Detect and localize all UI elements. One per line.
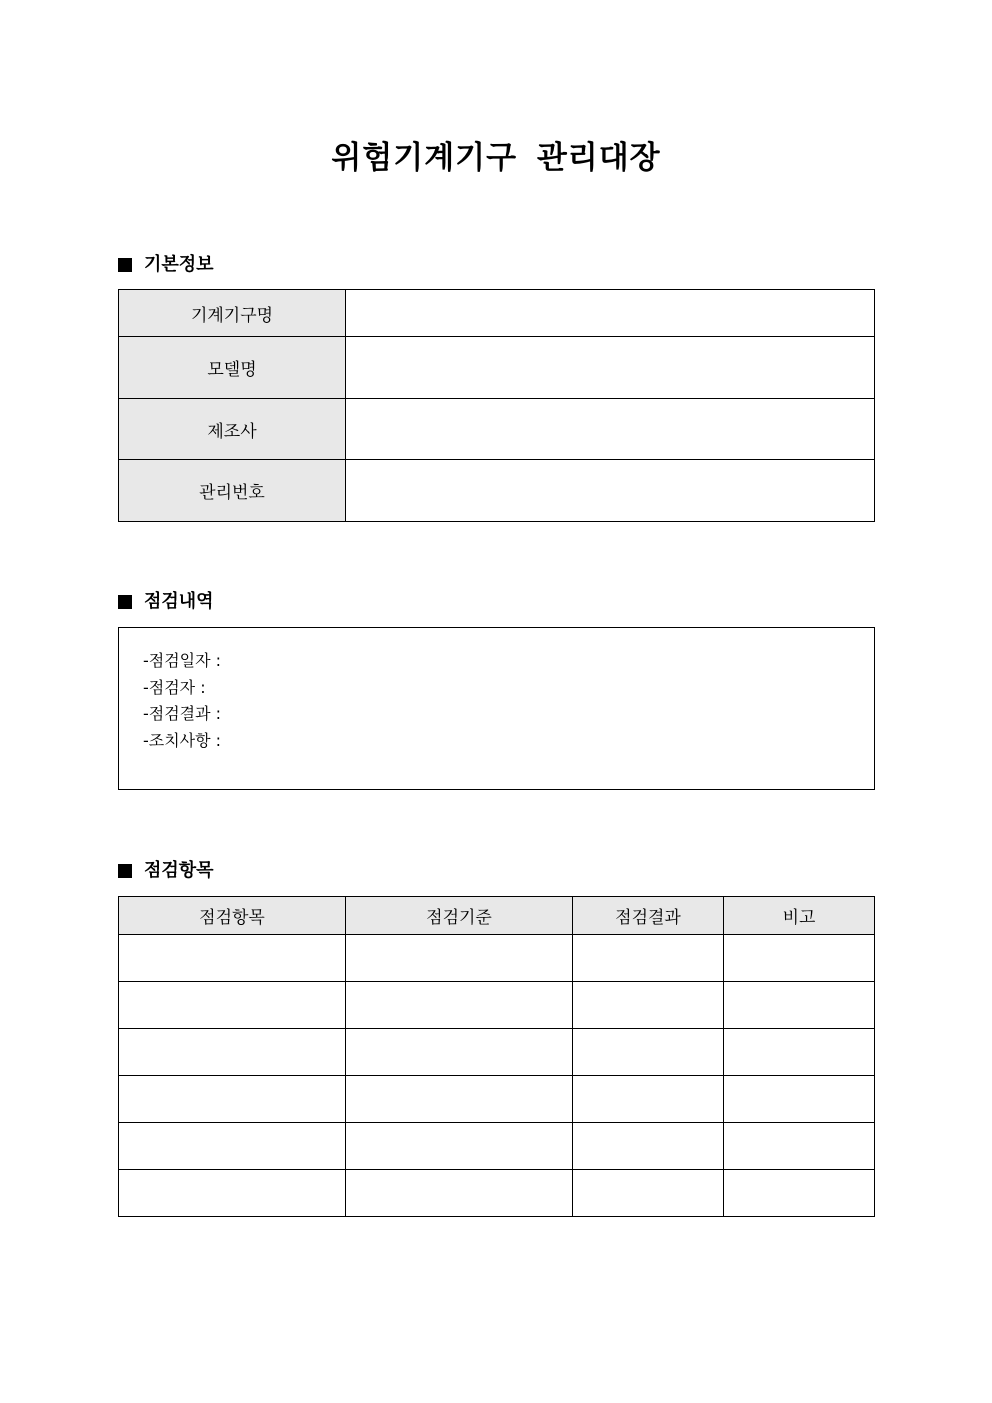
row-label-manufacturer: 제조사 [119,399,346,460]
table-row [119,337,875,399]
machine-name-field[interactable] [346,290,875,337]
item-cell[interactable] [119,1029,346,1076]
inspection-items-table [118,896,875,1217]
square-bullet-icon [118,595,132,609]
remarks-cell[interactable] [724,935,875,982]
table-header-row [119,897,875,935]
remarks-cell[interactable] [724,1123,875,1170]
basic-info-table [118,289,875,522]
inspection-history-box [118,627,875,790]
corrective-action-line[interactable]: -조치사항 : [143,730,222,750]
result-cell[interactable] [573,1170,724,1217]
column-header-criteria: 점검기준 [346,897,573,935]
criteria-cell[interactable] [346,1076,573,1123]
inspection-date-line[interactable]: -점검일자 : [143,651,222,670]
column-header-remarks: 비고 [724,897,875,935]
result-cell[interactable] [573,982,724,1029]
item-cell[interactable] [119,1076,346,1123]
table-row [119,290,875,337]
inspection-history-list [119,628,874,754]
row-label-model-name: 모델명 [119,337,346,399]
table-row [119,399,875,460]
row-label-management-number: 관리번호 [119,460,346,522]
column-header-result: 점검결과 [573,897,724,935]
result-cell[interactable] [573,1029,724,1076]
criteria-cell[interactable] [346,1029,573,1076]
square-bullet-icon [118,258,132,272]
table-row [119,1123,875,1170]
criteria-cell[interactable] [346,1170,573,1217]
result-cell[interactable] [573,1076,724,1123]
result-cell[interactable] [573,1123,724,1170]
document-title: 위험기계기구 관리대장 [331,140,661,176]
criteria-cell[interactable] [346,982,573,1029]
item-cell[interactable] [119,1123,346,1170]
remarks-cell[interactable] [724,982,875,1029]
row-label-machine-name: 기계기구명 [119,290,346,337]
management-number-field[interactable] [346,460,875,522]
table-row [119,935,875,982]
table-row [119,982,875,1029]
item-cell[interactable] [119,1170,346,1217]
section-heading-label: 점검항목 [144,860,214,881]
inspection-result-line[interactable]: -점검결과 : [143,704,222,724]
section-heading-basic-info [118,253,214,277]
inspector-line[interactable]: -점검자 : [143,677,206,697]
item-cell[interactable] [119,982,346,1029]
result-cell[interactable] [573,935,724,982]
section-heading-inspection-history [118,590,214,614]
table-row [119,1076,875,1123]
item-cell[interactable] [119,935,346,982]
table-row [119,1170,875,1217]
section-heading-label: 점검내역 [144,591,214,612]
remarks-cell[interactable] [724,1170,875,1217]
remarks-cell[interactable] [724,1029,875,1076]
criteria-cell[interactable] [346,935,573,982]
table-row [119,1029,875,1076]
model-name-field[interactable] [346,337,875,399]
manufacturer-field[interactable] [346,399,875,460]
square-bullet-icon [118,864,132,878]
column-header-item: 점검항목 [119,897,346,935]
criteria-cell[interactable] [346,1123,573,1170]
section-heading-label: 기본정보 [144,254,214,275]
section-heading-inspection-items [118,859,214,883]
table-row [119,460,875,522]
remarks-cell[interactable] [724,1076,875,1123]
